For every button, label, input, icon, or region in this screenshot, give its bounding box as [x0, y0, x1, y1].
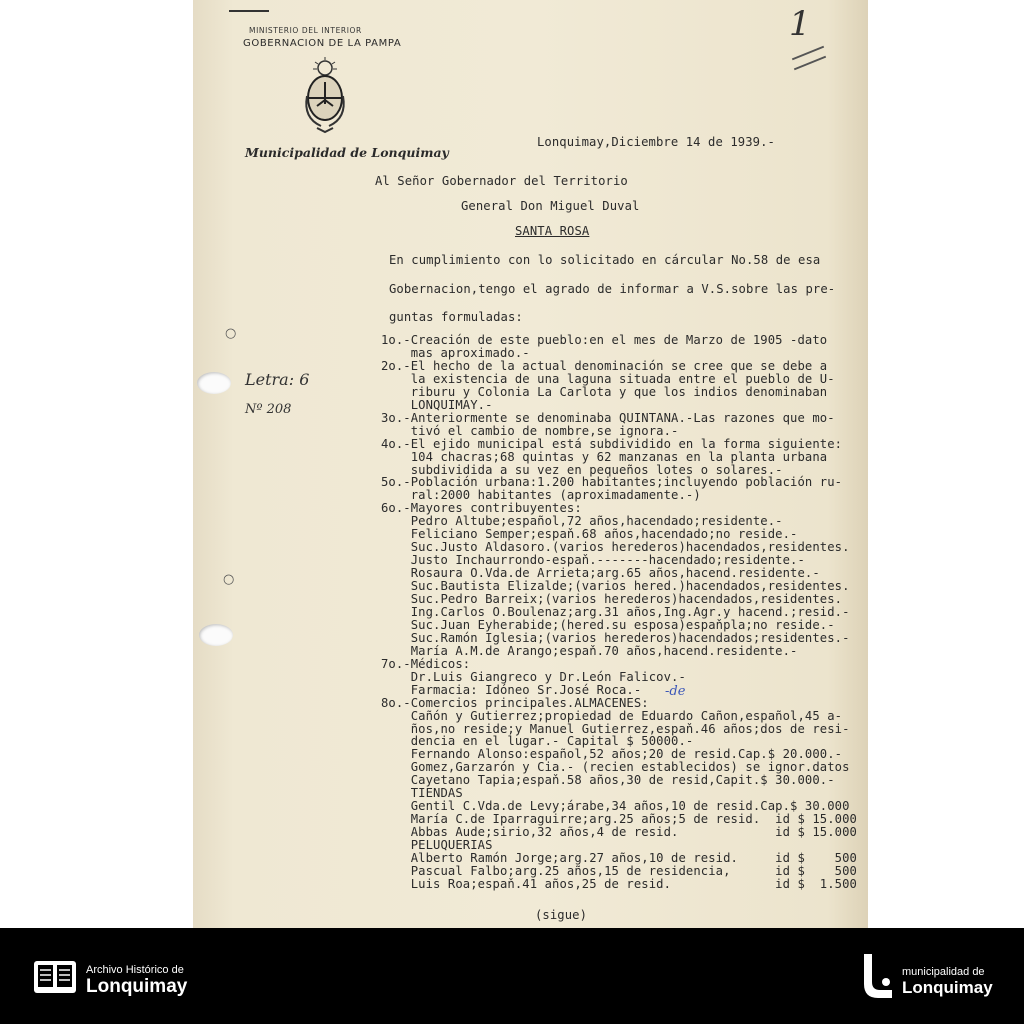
- continues-note: (sigue): [535, 908, 588, 922]
- margin-file-number: Nº 208: [245, 402, 292, 417]
- report-line: 2o.-El hecho de la actual denominación se cree que se debe a: [381, 358, 828, 373]
- report-line: Gomez,Garzarón y Cia.- (recien establecidos) se ignor.datos: [381, 760, 850, 775]
- report-line: 8o.-Comercios principales.ALMACENES:: [381, 695, 649, 710]
- intro-line-2: Gobernacion,tengo el agrado de informar a V.S.sobre las pre-: [389, 282, 836, 296]
- hand-stroke: [794, 56, 826, 71]
- date-line: Lonquimay,Diciembre 14 de 1939.-: [537, 135, 775, 149]
- report-line: Cañón y Gutierrez;propiedad de Eduardo Cañon,español,45 a-: [381, 708, 843, 723]
- footer-archive-label: Archivo Histórico de: [86, 964, 184, 976]
- report-line: Suc.Ramón Iglesia;(varios herederos)hacendados;residentes.-: [381, 630, 850, 645]
- report-line: Abbas Aude;sirio,32 años,4 de resid. id $ 15.000: [381, 825, 857, 840]
- report-line: María C.de Iparraguirre;arg.25 años;5 de resid. id $ 15.000: [381, 812, 857, 827]
- footer-municipality-name: Lonquimay: [902, 978, 993, 997]
- report-line: Feliciano Semper;espaň.68 años,hacendado;no reside.-: [381, 527, 798, 542]
- report-line: subdividida a su vez en pequeños lotes o solares.-: [381, 462, 783, 477]
- report-line: 4o.-El ejido municipal está subdividido en la forma siguiente:: [381, 436, 843, 451]
- intro-line-1: En cumplimiento con lo solicitado en cárcular No.58 de esa: [389, 253, 821, 267]
- report-line: ños,no reside;y Manuel Gutierrez,espaň.46 años;dos de resi-: [381, 721, 850, 736]
- report-line: 6o.-Mayores contribuyentes:: [381, 501, 582, 516]
- report-line: TIENDAS: [381, 786, 463, 801]
- margin-letter-code: Letra: 6: [245, 370, 310, 389]
- handwritten-mark: -de: [665, 684, 686, 699]
- footer-municipality-label: municipalidad de: [902, 966, 985, 978]
- report-line: la existencia de una laguna situada entre el pueblo de U-: [381, 371, 835, 386]
- margin-circle-mark: ○: [225, 326, 237, 341]
- footer-archive-name: Lonquimay: [86, 976, 188, 997]
- report-line: Suc.Pedro Barreix;(varios herederos)hacendados,residentes.: [381, 592, 843, 606]
- open-book-icon: [32, 959, 78, 995]
- addressee-line-2: General Don Miguel Duval: [461, 199, 640, 213]
- report-line: 7o.-Médicos:: [381, 656, 471, 671]
- letterhead-government: GOBERNACION DE LA PAMPA: [243, 38, 402, 49]
- punch-hole: [199, 624, 233, 646]
- report-line: tivó el cambio de nombre,se ignora.-: [381, 423, 679, 438]
- report-line: Farmacia: Idóneo Sr.José Roca.-: [381, 682, 642, 697]
- addressee-line-1: Al Señor Gobernador del Territorio: [375, 174, 628, 188]
- report-line: riburu y Colonia La Carlota y que los indios denominaban: [381, 384, 828, 399]
- municipality-logo-icon: [858, 952, 898, 1000]
- margin-circle-mark: ○: [223, 572, 235, 587]
- report-line: Suc.Bautista Elizalde;(varios hered.)hacendados,residentes.: [381, 579, 850, 593]
- report-line: Justo Inchaurrondo-espaň.-------hacendado;residente.-: [381, 553, 805, 568]
- report-line: Suc.Justo Aldasoro.(varios herederos)hacendados,residentes.: [381, 540, 850, 555]
- intro-line-3: guntas formuladas:: [389, 310, 523, 324]
- pen-stroke: [229, 10, 269, 12]
- report-line: 3o.-Anteriormente se denominaba QUINTANA.-Las razones que mo-: [381, 410, 835, 425]
- report-line: Fernando Alonso:español,52 años;20 de resid.Cap.$ 20.000.-: [381, 747, 843, 762]
- addressee-line-3: SANTA ROSA: [515, 224, 590, 238]
- report-line: Pascual Falbo;arg.25 años,15 de residencia, id $ 500: [381, 863, 857, 878]
- coat-of-arms-icon: [301, 56, 349, 136]
- report-line: Pedro Altube;español,72 años,hacendado;residente.-: [381, 514, 783, 529]
- scanned-document: [193, 0, 868, 928]
- report-line: Cayetano Tapia;espaň.58 años,30 de resid,Capit.$ 30.000.-: [381, 773, 835, 788]
- report-line: Dr.Luis Giangreco y Dr.León Falicov.-: [381, 669, 686, 684]
- report-line: 5o.-Población urbana:1.200 habitantes;incluyendo población ru-: [381, 475, 843, 490]
- page-number: 1: [789, 4, 811, 44]
- report-line: Luis Roa;espaň.41 años,25 de resid. id $ 1.500: [381, 876, 857, 891]
- report-line: María A.M.de Arango;espaň.70 años,hacend.residente.-: [381, 643, 798, 658]
- report-line: PELUQUERIAS: [381, 838, 493, 852]
- report-line: Alberto Ramón Jorge;arg.27 años,10 de resid. id $ 500: [381, 851, 857, 865]
- report-line: dencia en el lugar.- Capital $ 50000.-: [381, 734, 694, 749]
- report-line: Suc.Juan Eyherabide;(hered.su esposa)espaňpla;no reside.-: [381, 617, 835, 632]
- letterhead-ministry: MINISTERIO DEL INTERIOR: [249, 26, 362, 35]
- letterhead-municipality: Municipalidad de Lonquimay: [245, 145, 449, 160]
- punch-hole: [197, 372, 231, 394]
- report-line: 104 chacras;68 quintas y 62 manzanas en la planta urbana: [381, 449, 828, 464]
- report-line: Rosaura O.Vda.de Arrieta;arg.65 años,hacend.residente.-: [381, 566, 820, 581]
- footer-bar: [0, 928, 1024, 1024]
- report-line: ral:2000 habitantes (aproximadamente.-): [381, 488, 701, 503]
- report-line: Ing.Carlos O.Boulenaz;arg.31 años,Ing.Agr.y hacend.;resid.-: [381, 604, 850, 619]
- report-line: LONQUIMAY.-: [381, 397, 493, 412]
- report-line: Gentil C.Vda.de Levy;árabe,34 años,10 de resid.Cap.$ 30.000: [381, 799, 850, 814]
- report-line: mas aproximado.-: [381, 345, 530, 360]
- report-line: 1o.-Creación de este pueblo:en el mes de Marzo de 1905 -dato: [381, 333, 828, 347]
